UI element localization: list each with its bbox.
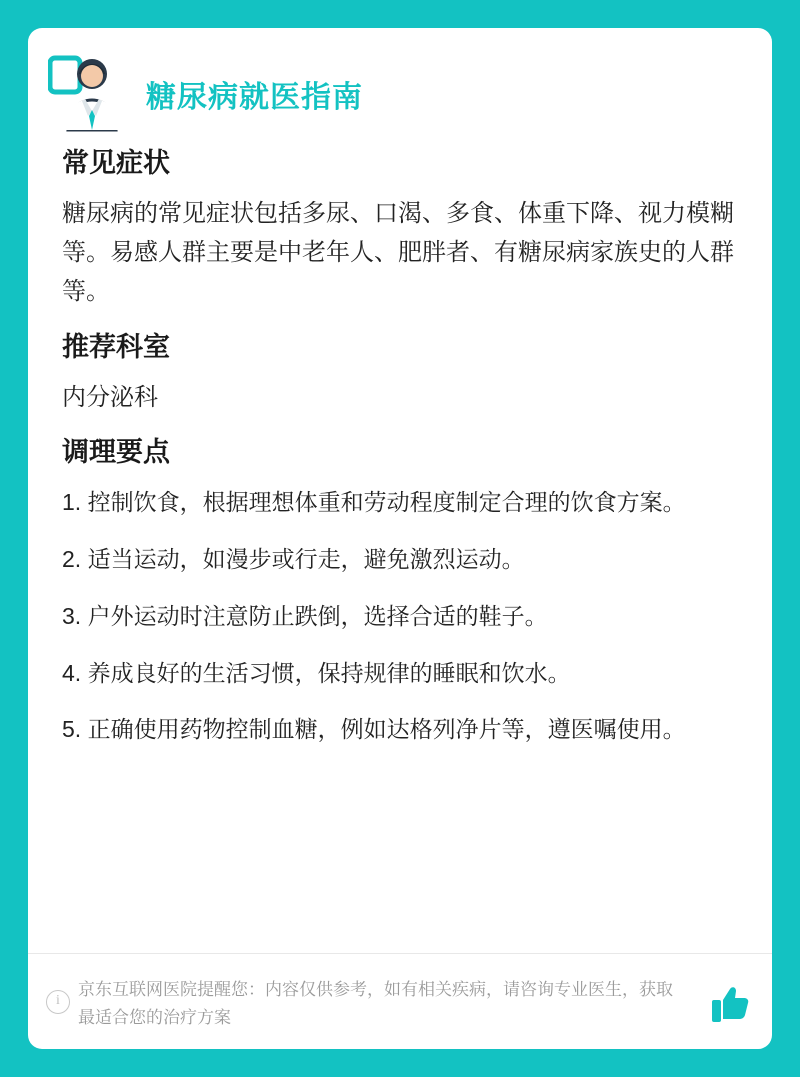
list-item: 1. 控制饮食，根据理想体重和劳动程度制定合理的饮食方案。 [62, 489, 686, 516]
guide-card [28, 28, 772, 1049]
footer-disclaimer-bar [28, 953, 772, 1049]
info-circle-icon: i [46, 990, 70, 1014]
list-item: 5. 正确使用药物控制血糖，例如达格列净片等，遵医嘱使用。 [62, 716, 686, 743]
section-heading-department: 推荐科室 [62, 331, 170, 362]
section-text-department: 内分泌科 [62, 383, 158, 411]
care-tips-list [62, 484, 738, 748]
section-heading-symptoms: 常见症状 [62, 148, 170, 178]
guide-content [58, 146, 742, 768]
section-heading-care-tips: 调理要点 [62, 437, 170, 468]
thumbs-up-icon[interactable] [710, 984, 750, 1022]
disclaimer-text: 京东互联网医院提醒您：内容仅供参考，如有相关疾病，请咨询专业医生，获取最适合您的治疗方案 [78, 980, 673, 1027]
list-item: 2. 适当运动，如漫步或行走，避免激烈运动。 [62, 546, 525, 573]
page-title: 糖尿病就医指南 [146, 81, 363, 114]
section-text-symptoms: 糖尿病的常见症状包括多尿、口渴、多食、体重下降、视力模糊等。易感人群主要是中老年人、肥胖者、有糖尿病家族史的人群等。 [62, 200, 734, 305]
doctor-avatar-icon [48, 52, 130, 134]
list-item: 4. 养成良好的生活习惯，保持规律的睡眠和饮水。 [62, 659, 571, 686]
list-item: 3. 户外运动时注意防止跌倒，选择合适的鞋子。 [62, 602, 548, 629]
